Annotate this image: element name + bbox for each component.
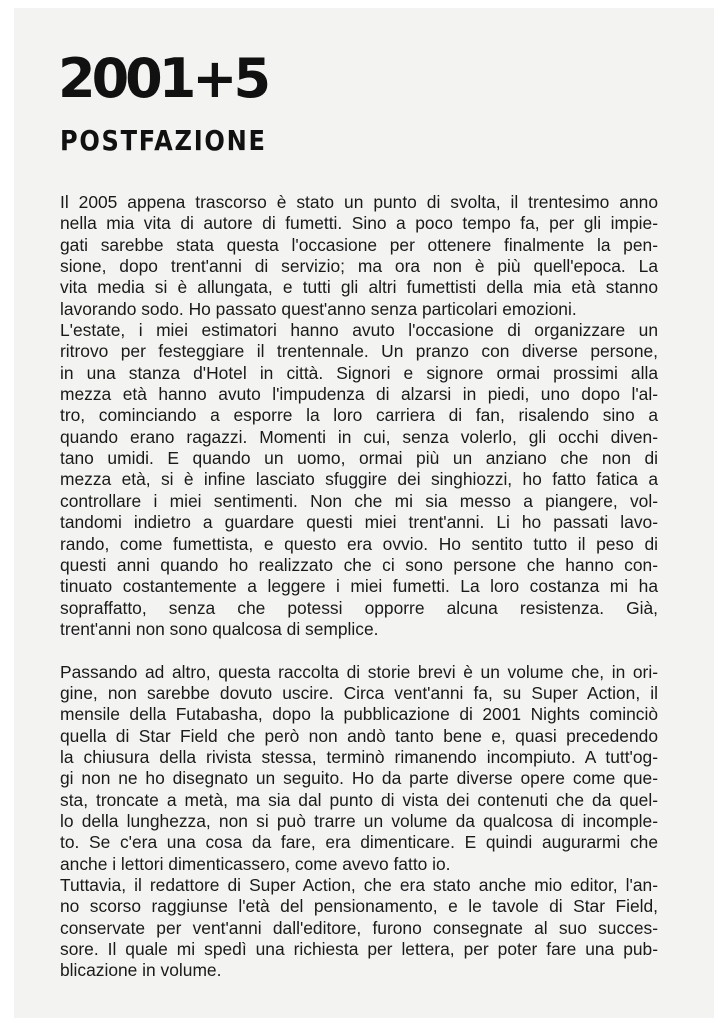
text-line: tano umidi. E quando un uomo, ormai più un anziano che non di (60, 448, 658, 469)
text-line: in una stanza d'Hotel in città. Signori e signore ormai prossimi alla (60, 362, 658, 383)
text-line: gi non ne ho disegnato un seguito. Ho da parte diverse opere come que- (60, 768, 658, 789)
text-line: trent'anni non sono qualcosa di semplice. (60, 618, 379, 639)
text-line: vita media si è allungata, e tutti gli altri fumettisti della mia età stanno (60, 277, 658, 298)
text-line: controllare i miei sentimenti. Non che mi sia messo a piangere, vol- (60, 490, 658, 511)
text-line: Tuttavia, il redattore di Super Action, che era stato anche mio editor, l'an- (60, 875, 658, 895)
text-line: la chiusura della rivista stessa, terminò rimanendo incompiuto. A tutt'og- (60, 746, 658, 767)
text-line: conservate per vent'anni dall'editore, furono consegnate al suo succes- (60, 917, 658, 938)
text-line: quella di Star Field che però non andò tanto bene e, quasi precedendo (60, 725, 658, 746)
text-line: lo della lunghezza, non si può trarre un volume da qualcosa di incomple- (60, 810, 658, 831)
text-line: mezza età, si è infine lasciato sfuggire dei singhiozzi, ho fatto fatica a (60, 469, 658, 490)
text-line: rando, come fumettista, e questo era ovvio. Ho sentito tutto il peso di (60, 533, 658, 554)
body-text (60, 192, 658, 982)
text-line: ritrovo per festeggiare il trentennale. Un pranzo con diverse persone, (60, 341, 658, 362)
paragraph-2 (60, 662, 658, 982)
text-line: gine, non sarebbe dovuto uscire. Circa vent'anni fa, su Super Action, il (60, 682, 658, 703)
text-line: blicazione in volume. (60, 960, 222, 981)
text-line: mezza età hanno avuto l'impudenza di alzarsi in piedi, uno dopo l'al- (60, 384, 658, 405)
text-line: Passando ad altro, questa raccolta di storie brevi è un volume che, in ori- (60, 661, 658, 682)
text-line: tandomi indietro a guardare questi miei trent'anni. Li ho passati lavo- (60, 512, 658, 533)
text-line: anche i lettori dimenticassero, come avevo fatto io. (60, 853, 451, 874)
text-line: sione, dopo trent'anni di servizio; ma ora non è più quell'epoca. La (60, 256, 658, 277)
text-line: lavorando sodo. Ho passato quest'anno senza particolari emozioni. (60, 298, 577, 319)
text-line: sta, troncate a metà, ma sia dal punto di vista dei contenuti che da quel- (60, 789, 658, 810)
text-line: nella mia vita di autore di fumetti. Sino a poco tempo fa, per gli impie- (60, 213, 658, 234)
text-line: gati sarebbe stata questa l'occasione per ottenere finalmente la pen- (60, 234, 658, 255)
page-title: 2001+5 (58, 47, 268, 110)
text-line: mensile della Futabasha, dopo la pubblicazione di 2001 Nights cominciò (60, 704, 658, 725)
text-line: to. Se c'era una cosa da fare, era dimenticare. E quindi augurarmi che (60, 832, 658, 853)
paragraph-1 (60, 192, 658, 640)
text-line: Il 2005 appena trascorso è stato un punto di svolta, il trentesimo anno (60, 192, 658, 212)
text-line: tro, cominciando a esporre la loro carriera di fan, risalendo sino a (60, 405, 658, 426)
text-line: tinuato costantemente a leggere i miei fumetti. La loro costanza mi ha (60, 576, 658, 597)
text-line: sore. Il quale mi spedì una richiesta per lettera, per poter fare una pub- (60, 939, 658, 960)
page-subtitle: POSTFAZIONE (60, 124, 267, 157)
text-line: questi anni quando ho realizzato che ci sono persone che hanno con- (60, 554, 658, 575)
text-line: sopraffatto, senza che potessi opporre alcuna resistenza. Già, (60, 597, 658, 618)
text-line: quando erano ragazzi. Momenti in cui, senza volerlo, gli occhi diven- (60, 426, 658, 447)
text-line: L'estate, i miei estimatori hanno avuto l'occasione di organizzare un (60, 320, 658, 341)
text-line: no scorso raggiunse l'età del pensionamento, e le tavole di Star Field, (60, 896, 658, 917)
